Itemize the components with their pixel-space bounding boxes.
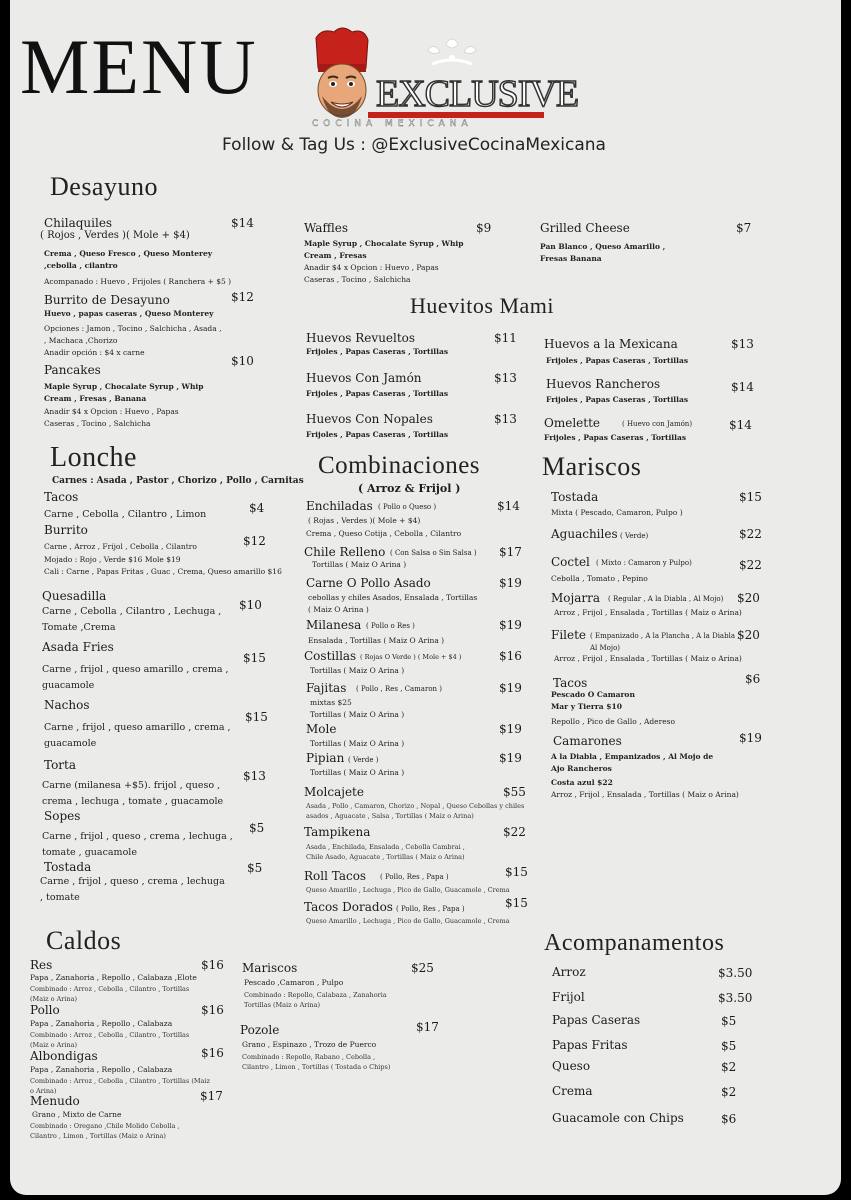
item-name: Torta: [44, 758, 77, 772]
item-modifier: ( Empanizado , A la Plancha , A la Diabla , Al Mojo): [590, 632, 740, 652]
item-name: Tacos Dorados: [304, 900, 393, 914]
item-price: $15: [243, 651, 266, 665]
item-desc: Mar y Tierra $10: [551, 702, 622, 711]
item-desc: Maple Syrup , Chocalate Syrup , Whip Cream , Fresas , Banana: [44, 382, 204, 403]
item-price: $2: [721, 1060, 737, 1074]
item-price: $15: [505, 896, 528, 910]
item-price: $15: [739, 490, 762, 504]
item-name: Huevos Con Jamón: [306, 371, 422, 385]
item-price: $22: [739, 527, 762, 541]
item-name: Pipian: [306, 751, 345, 765]
item-desc: Huevo , papas caseras , Queso Monterey: [44, 309, 214, 318]
item-desc: Queso Amarillo , Lechuga , Pico de Gallo, Guacamole , Crema: [306, 886, 510, 894]
item-modifier: ( Pollo o Res ): [366, 622, 415, 630]
item-desc: Carne (milanesa +$5). frijol , queso , crema , lechuga , tomate , guacamole: [42, 780, 224, 807]
item-desc: Tortillas ( Maiz O Arina ): [310, 768, 405, 777]
item-name: Huevos Rancheros: [546, 377, 661, 391]
item-combo: Combinado : Repollo, Rabano , Cebolla , Cilantro , Limon , Tortillas ( Tostada o Chips): [242, 1053, 391, 1071]
item-name: Camarones: [553, 734, 622, 748]
item-price: $5: [721, 1014, 737, 1028]
item-name: Pancakes: [44, 363, 101, 377]
item-price: $19: [499, 576, 522, 590]
item-name: Enchiladas: [306, 499, 373, 513]
item-name: Quesadilla: [42, 589, 107, 603]
item-desc: Crema , Queso Cotija , Cebolla , Cilantro: [306, 529, 462, 538]
item-name: Asada Fries: [42, 640, 114, 654]
item-desc: Carne , Arroz , Frijol , Cebolla , Cilantro: [44, 542, 197, 551]
item-name: Costillas: [304, 649, 357, 663]
item-name: Burrito de Desayuno: [44, 293, 170, 307]
item-desc: Pescado ,Camaron , Pulpo: [244, 978, 344, 987]
item-modifier: ( Pollo, Res , Papa ): [380, 873, 449, 881]
item-name: Chile Relleno: [304, 545, 386, 559]
item-modifier: ( Pollo, Res , Papa ): [396, 905, 465, 913]
item-modifier: ( Mixto : Camaron y Pulpo): [596, 559, 692, 567]
item-extra: Acompanado : Huevo , Frijoles ( Ranchera + $5 ): [44, 277, 232, 286]
item-price: $14: [231, 216, 254, 230]
item-price: $13: [494, 412, 517, 426]
item-desc: Papa , Zanahoria , Repollo , Calabaza: [30, 1019, 173, 1028]
item-combo: Combinado : Oregano ,Chile Molido Cebolla , Cilantro , Limon , Tortillas (Maiz o Arina): [30, 1122, 180, 1140]
item-desc: Grano , Mixto de Carne: [32, 1110, 122, 1119]
item-price: $14: [497, 499, 520, 513]
item-extra: Anadir $4 x Opcion : Huevo , Papas Caseras , Tocino , Salchicha: [44, 407, 179, 428]
item-name: Papas Fritas: [552, 1038, 628, 1052]
item-desc: Arroz , Frijol , Ensalada , Tortillas ( Maiz o Arina): [554, 608, 742, 617]
item-price: $22: [739, 558, 762, 572]
item-price: $13: [243, 769, 266, 783]
item-name: Frijol: [552, 990, 585, 1004]
item-modifier: ( Con Salsa o Sin Salsa ): [390, 549, 477, 557]
item-name: Waffles: [304, 221, 349, 235]
item-price: $9: [476, 221, 492, 235]
item-name: Molcajete: [304, 785, 364, 799]
item-desc: Carne , frijol , queso , crema , lechuga , tomate , guacamole: [42, 831, 233, 858]
item-price: $10: [239, 598, 262, 612]
item-combo: Combinado : Arroz , Cebolla , Cilantro , Tortillas (Maiz o Arina): [30, 1031, 190, 1049]
item-name: Huevos a la Mexicana: [544, 337, 678, 351]
item-name: Sopes: [44, 809, 81, 823]
item-desc: Costa azul $22: [551, 778, 613, 787]
item-price: $17: [499, 545, 522, 559]
item-name: Pozole: [240, 1023, 280, 1037]
item-desc: Queso Amarillo , Lechuga , Pico de Gallo, Guacamole , Crema: [306, 917, 510, 925]
item-price: $11: [494, 331, 517, 345]
item-price: $16: [201, 958, 224, 972]
item-name: Roll Tacos: [304, 869, 367, 883]
item-desc: Frijoles , Papas Caseras , Tortillas: [544, 433, 687, 442]
section-title-lonche: Lonche: [50, 442, 137, 473]
item-name: Aguachiles: [551, 527, 618, 541]
item-price: $14: [729, 418, 752, 432]
item-price: $5: [721, 1039, 737, 1053]
item-name: Mariscos: [242, 961, 298, 975]
item-extra: Anadir opción : $4 x carne: [44, 348, 145, 357]
item-name: Menudo: [30, 1094, 80, 1108]
item-desc: Maple Syrup , Chocalate Syrup , Whip Cream , Fresas: [304, 239, 464, 260]
item-price: $6: [721, 1112, 737, 1126]
item-price: $6: [745, 672, 761, 686]
item-desc: Frijoles , Papas Caseras , Tortillas: [546, 356, 689, 365]
item-desc: Tortillas ( Maiz O Arina ): [310, 710, 405, 719]
item-name: Res: [30, 958, 53, 972]
item-price: $3.50: [718, 966, 753, 980]
item-desc: Frijoles , Papas Caseras , Tortillas: [306, 430, 449, 439]
item-desc: Asada , Enchilada, Ensalada , Cebolla Cambrai , Chile Asado, Aguacate , Tortillas ( Maiz o Arina): [306, 843, 465, 861]
item-price: $7: [736, 221, 752, 235]
item-modifier: ( Pollo , Res , Camaron ): [356, 685, 443, 693]
item-name: Mojarra: [551, 591, 601, 605]
item-name: Guacamole con Chips: [552, 1111, 684, 1125]
item-desc: mixtas $25: [310, 698, 352, 707]
item-name: Carne O Pollo Asado: [306, 576, 431, 590]
item-desc: Tortillas ( Maiz O Arina ): [312, 560, 407, 569]
item-desc: Ensalada , Tortillas ( Maiz O Arina ): [308, 636, 445, 645]
item-desc: Carne , frijol , queso amarillo , crema , guacamole: [42, 664, 229, 691]
item-desc: Pan Blanco , Queso Amarillo , Fresas Banana: [540, 242, 666, 263]
item-desc: Frijoles , Papas Caseras , Tortillas: [306, 389, 449, 398]
item-desc: Papa , Zanahoria , Repollo , Calabaza ,Elote: [30, 973, 197, 982]
item-price: $15: [245, 710, 268, 724]
item-price: $2: [721, 1085, 737, 1099]
lonche-carnes: Carnes : Asada , Pastor , Chorizo , Pollo , Carnitas: [52, 476, 304, 486]
item-name: Chilaquiles: [44, 216, 113, 230]
item-desc: Grano , Espinazo , Trozo de Puerco: [242, 1040, 377, 1049]
item-name: Papas Caseras: [552, 1013, 641, 1027]
item-desc: Tortillas ( Maiz O Arina ): [310, 666, 405, 675]
item-price: $4: [249, 501, 265, 515]
item-price: $5: [247, 861, 263, 875]
item-price: $55: [503, 785, 526, 799]
item-name: Crema: [552, 1084, 593, 1098]
item-extra: Mojado : Rojo , Verde $16 Mole $19: [44, 555, 181, 564]
combinaciones-subtitle: ( Arroz & Frijol ): [358, 482, 461, 495]
item-price: $17: [200, 1089, 223, 1103]
item-combo: Combinado : Arroz , Cebolla , Cilantro , Tortillas (Maiz o Arina): [30, 1077, 210, 1095]
item-modifier: ( Regular , A la Diabla , Al Mojo): [608, 595, 724, 603]
item-price: $22: [503, 825, 526, 839]
item-combo: Combinado : Arroz , Cebolla , Cilantro , Tortillas (Maiz o Arina): [30, 985, 190, 1003]
section-title-combinaciones: Combinaciones: [318, 452, 481, 479]
item-modifier: ( Pollo o Queso ): [378, 503, 437, 511]
item-name: Coctel: [551, 555, 590, 569]
item-name: Omelette: [544, 416, 601, 430]
item-name: Tostada: [44, 860, 92, 874]
section-title-acompanamentos: Acompanamentos: [544, 930, 725, 956]
item-desc: Arroz , Frijol , Ensalada , Tortillas ( Maiz o Arina): [554, 654, 742, 663]
item-desc: Pescado O Camaron: [551, 690, 635, 699]
item-modifier: ( Verde ): [348, 756, 379, 764]
item-name: Huevos Con Nopales: [306, 412, 433, 426]
item-name: Milanesa: [306, 618, 362, 632]
item-name: Tacos: [44, 490, 79, 504]
item-desc: Papa , Zanahoria , Repollo , Calabaza: [30, 1065, 173, 1074]
item-price: $19: [739, 731, 762, 745]
section-title-huevitos: Huevitos Mami: [410, 293, 554, 318]
item-extra: Cali : Carne , Papas Fritas , Guac , Crema, Queso amarillo $16: [44, 567, 282, 576]
item-desc: Tortillas ( Maiz O Arina ): [310, 739, 405, 748]
item-price: $20: [737, 628, 760, 642]
item-price: $10: [231, 354, 254, 368]
item-desc: Arroz , Frijol , Ensalada , Tortillas ( Maiz o Arina): [551, 790, 739, 799]
item-name: Grilled Cheese: [540, 221, 630, 235]
item-desc: Mixta ( Pescado, Camaron, Pulpo ): [551, 508, 683, 517]
item-price: $3.50: [718, 991, 753, 1005]
item-extra: Opciones : Jamon , Tocino , Salchicha , Asada , , Machaca ,Chorizo: [44, 324, 222, 345]
item-price: $16: [499, 649, 522, 663]
item-desc: A la Diabla , Empanizados , Al Mojo de Ajo Rancheros: [551, 752, 714, 773]
item-desc: cebollas y chiles Asados, Ensalada , Tortillas ( Maiz O Arina ): [308, 593, 478, 614]
item-price: $12: [231, 290, 254, 304]
item-desc: Frijoles , Papas Caseras , Tortillas: [306, 347, 449, 356]
item-price: $16: [201, 1046, 224, 1060]
menu-page: [10, 0, 841, 1195]
item-extra: Anadir $4 x Opcion : Huevo , Papas Caseras , Tocino , Salchicha: [304, 263, 439, 284]
item-name: Queso: [552, 1059, 591, 1073]
item-price: $5: [249, 821, 265, 835]
item-desc: Frijoles , Papas Caseras , Tortillas: [546, 395, 689, 404]
item-name: Arroz: [552, 965, 586, 979]
follow-line: Follow & Tag Us : @ExclusiveCocinaMexicana: [222, 135, 606, 155]
item-modifier: ( Huevo con Jamón): [622, 420, 693, 428]
item-price: $13: [494, 371, 517, 385]
item-modifier: ( Verde): [620, 532, 649, 540]
item-desc: Carne , frijol , queso , crema , lechuga , tomate: [40, 876, 225, 903]
section-title-caldos: Caldos: [46, 926, 122, 955]
item-name: Fajitas: [306, 681, 347, 695]
item-price: $17: [416, 1020, 439, 1034]
item-name: Tampikena: [304, 825, 371, 839]
item-price: $19: [499, 618, 522, 632]
item-price: $13: [731, 337, 754, 351]
item-name: Filete: [551, 628, 587, 642]
item-price: $14: [731, 380, 754, 394]
brand-subtitle: COCINA MEXICANA: [312, 119, 473, 129]
item-name: Huevos Revueltos: [306, 331, 416, 345]
item-desc: ( Rojas , Verdes )( Mole + $4): [308, 516, 421, 525]
item-name: Nachos: [44, 698, 90, 712]
section-title-mariscos: Mariscos: [542, 452, 642, 481]
item-desc: Crema , Queso Fresco , Queso Monterey ,cebolla , cilantro: [44, 249, 213, 270]
item-desc: Asada , Pollo , Camaron, Chorizo , Nopal , Queso Cebollas y chiles asados , Aguacate , Salsa , Tortillas ( Maiz o Arina): [306, 802, 525, 820]
item-options: ( Rojos , Verdes )( Mole + $4): [40, 230, 190, 241]
menu-title: MENU: [20, 23, 258, 110]
item-price: $19: [499, 751, 522, 765]
item-name: Tostada: [551, 490, 599, 504]
item-name: Tacos: [553, 676, 588, 690]
item-desc: Cebolla , Tomato , Pepino: [551, 574, 648, 583]
item-name: Albondigas: [30, 1049, 98, 1063]
item-desc: Carne , Cebolla , Cilantro , Lechuga , Tomate ,Crema: [42, 606, 222, 633]
item-combo: Combinado : Repollo, Calabaza , Zanahoria Tortillas (Maiz o Arina): [244, 991, 387, 1009]
item-desc: Carne , Cebolla , Cilantro , Limon: [44, 509, 207, 520]
brand-name: EXCLUSIVE: [376, 73, 579, 115]
item-modifier: ( Rojas O Verde ) ( Mole + $4 ): [360, 653, 462, 661]
item-price: $12: [243, 534, 266, 548]
item-price: $19: [499, 681, 522, 695]
item-price: $16: [201, 1003, 224, 1017]
section-title-desayuno: Desayuno: [50, 172, 158, 201]
item-price: $20: [737, 591, 760, 605]
item-name: Pollo: [30, 1003, 60, 1017]
item-name: Mole: [306, 722, 337, 736]
item-desc: Repollo , Pico de Gallo , Adereso: [551, 717, 676, 726]
item-desc: Carne , frijol , queso amarillo , crema , guacamole: [44, 722, 231, 749]
item-price: $19: [499, 722, 522, 736]
item-price: $15: [505, 865, 528, 879]
item-name: Burrito: [44, 523, 88, 537]
item-price: $25: [411, 961, 434, 975]
